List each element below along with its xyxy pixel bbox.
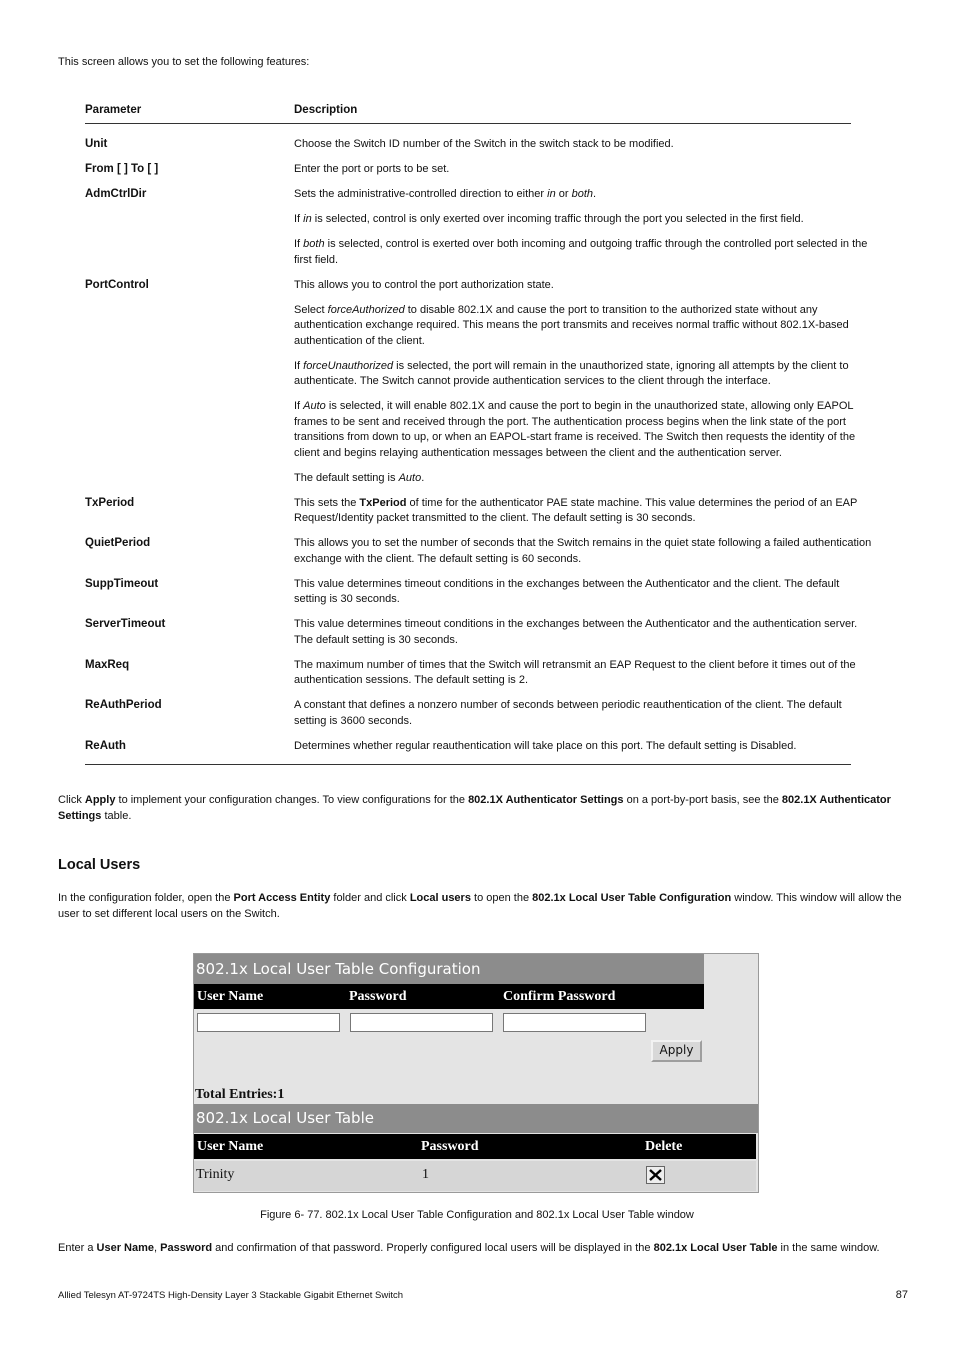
description-paragraph: The maximum number of times that the Switch will retransmit an EAP Request to the client before it times out of the authentication sessions. The default setting is 2. <box>294 658 856 686</box>
closing-text: Enter a User Name, Password and confirmation of that password. Properly configured local users will be displayed in the 802.1x Local User Table in the same window. <box>58 1242 880 1254</box>
table-row <box>85 658 856 689</box>
description-paragraph: If Auto is selected, it will enable 802.1X and cause the port to begin in the unauthorized state, allowing only EAPOL frames to be sent and received through the port. The authentication process begins when the link state of the port transitions from down to up, or when an EAPOL-start frame is received. The Switch then requests the identity of the client and begins relaying authentication messages between the client and the authentication server. <box>294 400 856 459</box>
param-description <box>294 137 874 153</box>
table-header <box>85 102 851 124</box>
intro-text: This screen allows you to set the following features: <box>58 56 310 68</box>
description-paragraph: Sets the administrative-controlled direction to either in or both. <box>294 188 597 200</box>
param-name: ReAuthPeriod <box>85 699 162 711</box>
param-description <box>294 577 874 608</box>
footer-left: Allied Telesyn AT-9724TS High-Density Layer 3 Stackable Gigabit Ethernet Switch <box>58 1290 403 1301</box>
param-name: Unit <box>85 138 108 150</box>
config-title-bar: 802.1x Local User Table Configuration <box>194 954 704 984</box>
section-title: Local Users <box>58 857 141 873</box>
apply-note: Click Apply to implement your configuration changes. To view configurations for the 802.1X Authenticator Settings on a port-by-port basis, see the 802.1X Authenticator Settings table. <box>58 794 891 822</box>
param-description <box>294 278 874 487</box>
param-name: PortControl <box>85 278 149 291</box>
delete-icon[interactable] <box>646 1166 665 1184</box>
theader-user-name: User Name <box>197 1139 264 1154</box>
table-row <box>85 496 858 527</box>
description-paragraph: If both is selected, control is exerted over both incoming and outgoing traffic through the controlled port selected in the first field. <box>294 238 868 266</box>
description-paragraph: This allows you to control the port authorization state. <box>294 278 554 291</box>
footer-page-number: 87 <box>895 1289 908 1301</box>
config-header-row <box>194 984 704 1009</box>
confirm-password-input[interactable] <box>503 1013 646 1032</box>
table-row <box>85 137 851 153</box>
description-paragraph: If forceUnauthorized is selected, the port will remain in the unauthorized state, ignoring all attempts by the client to authenticate. The Switch cannot provide authentication services to the client through the interface. <box>294 359 849 387</box>
table-row <box>194 1161 756 1191</box>
row-user-name: Trinity <box>196 1167 235 1182</box>
description-paragraph: This allows you to set the number of seconds that the Switch remains in the quiet state following a failed authentication exchange with the client. The default setting is 60 seconds. <box>294 537 872 565</box>
description-paragraph: A constant that defines a nonzero number of seconds between periodic reauthentication of the client. The default setting is 3600 seconds. <box>294 699 842 727</box>
description-paragraph: If in is selected, control is only exerted over incoming traffic through the port you selected in the first field. <box>294 213 804 225</box>
header-description: Description <box>294 104 358 116</box>
description-paragraph: Choose the Switch ID number of the Switch in the switch stack to be modified. <box>294 138 674 150</box>
description-paragraph: Determines whether regular reauthentication will take place on this port. The default setting is Disabled. <box>294 739 797 752</box>
description-paragraph: This sets the TxPeriod of time for the authenticator PAE state machine. This value determines the period of an EAP Request/Identity packet transmitted to the client. The default setting is 30 seconds. <box>294 496 858 524</box>
param-description <box>294 658 874 689</box>
table-body <box>85 124 872 754</box>
param-name: ReAuth <box>85 739 126 752</box>
table-row <box>85 577 851 608</box>
parameter-table <box>85 102 872 765</box>
description-paragraph: The default setting is Auto. <box>294 471 425 484</box>
header-parameter: Parameter <box>85 104 142 116</box>
table-row <box>85 278 856 487</box>
apply-button[interactable]: Apply <box>651 1040 702 1062</box>
description-paragraph: Select forceAuthorized to disable 802.1X and cause the port to transition to the authorized state without any authentication exchange required. This means the port transmits and receives normal traffic without 802.1X-based authentication of the client. <box>294 303 849 347</box>
password-input[interactable] <box>350 1013 493 1032</box>
table-title-bar: 802.1x Local User Table <box>194 1104 758 1133</box>
description-paragraph: This value determines timeout conditions in the exchanges between the Authenticator and the authentication server. The default setting is 30 seconds. <box>294 618 858 646</box>
section-text: In the configuration folder, open the Port Access Entity folder and click Local users to open the 802.1x Local User Table Configuration window. This window will allow the user to set different local users on the Switch. <box>58 892 902 920</box>
theader-delete: Delete <box>645 1139 683 1154</box>
param-name: SuppTimeout <box>85 577 159 590</box>
table-row <box>85 187 868 268</box>
table-row <box>85 739 851 755</box>
table-header-row <box>194 1134 756 1159</box>
table-bottom-rule <box>85 764 851 765</box>
table-row <box>85 698 851 729</box>
header-password: Password <box>349 989 407 1004</box>
param-name: AdmCtrlDir <box>85 188 147 200</box>
param-name: QuietPeriod <box>85 537 151 549</box>
description-paragraph: This value determines timeout conditions in the exchanges between the Authenticator and the client. The default setting is 30 seconds. <box>294 577 840 605</box>
param-description <box>294 162 874 178</box>
table-row <box>85 536 872 567</box>
param-description <box>294 536 874 567</box>
theader-password: Password <box>421 1139 479 1154</box>
param-description <box>294 187 874 268</box>
param-description <box>294 698 874 729</box>
header-user-name: User Name <box>197 989 264 1004</box>
user-name-input[interactable] <box>197 1013 340 1032</box>
param-description <box>294 496 874 527</box>
description-paragraph: Enter the port or ports to be set. <box>294 163 450 175</box>
table-row <box>85 162 851 178</box>
table-row <box>85 617 858 648</box>
param-name: TxPeriod <box>85 496 135 509</box>
figure-caption: Figure 6- 77. 802.1x Local User Table Configuration and 802.1x Local User Table window <box>260 1209 694 1221</box>
param-description <box>294 739 874 755</box>
header-confirm-password: Confirm Password <box>503 989 616 1004</box>
row-password: 1 <box>422 1167 429 1182</box>
param-name: MaxReq <box>85 658 130 671</box>
param-description <box>294 617 874 648</box>
param-name: ServerTimeout <box>85 618 166 630</box>
total-entries: Total Entries:1 <box>195 1087 285 1102</box>
param-name: From [ ] To [ ] <box>85 163 159 175</box>
local-user-window-screenshot <box>193 953 759 1193</box>
